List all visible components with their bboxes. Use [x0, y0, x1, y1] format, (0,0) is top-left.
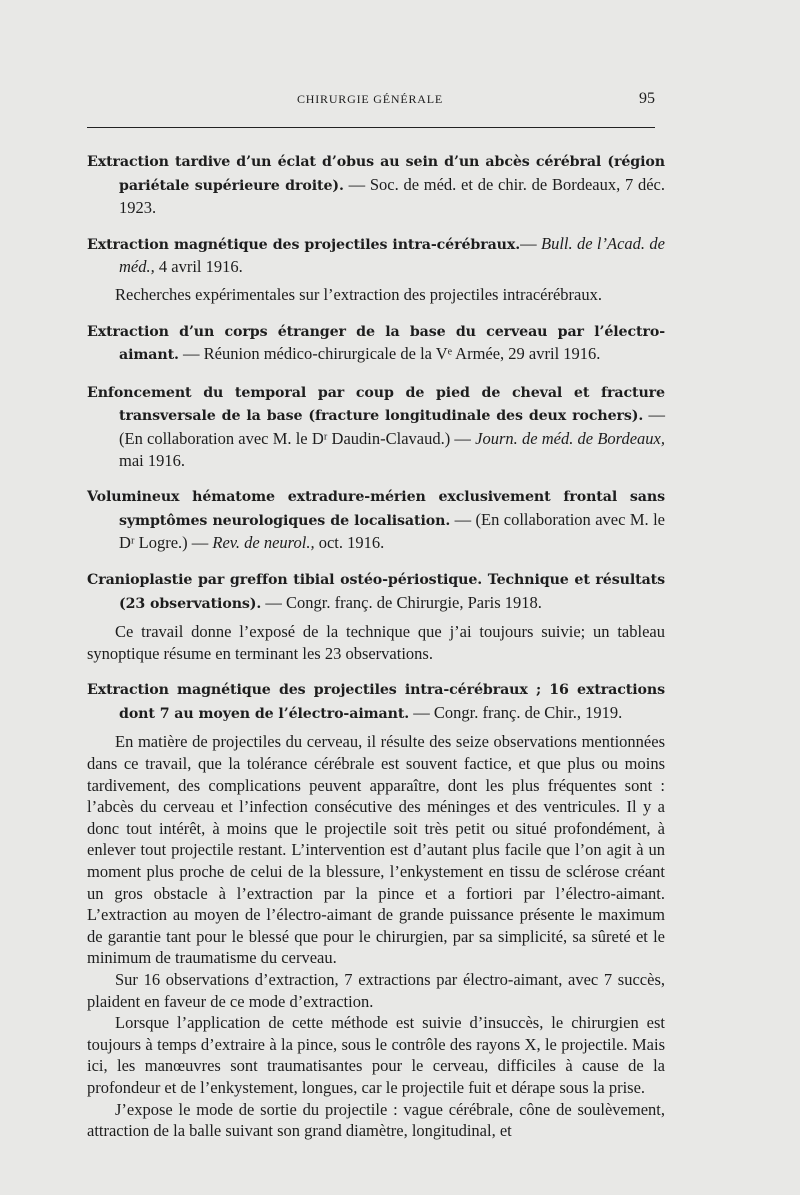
entry-title: Extraction magnétique des projectiles intra-cérébraux ; 16 extractions dont 7 au moyen de l’électro-aimant.	[87, 682, 665, 722]
bibliography-entry	[87, 678, 665, 725]
main-content	[87, 150, 665, 1142]
entry-source: — Congr. franç. de Chirurgie, Paris 1918.	[261, 592, 542, 612]
entry-title: Volumineux hématome extradure-mérien exclusivement frontal sans symptômes neurologiques de localisation.	[87, 489, 665, 529]
entry-date: oct. 1916.	[314, 533, 385, 553]
entry-source: — (En collaboration avec M. le Dʳ Daudin-Clavaud.) —	[119, 405, 666, 448]
body-paragraph: J’expose le mode de sortie du projectile : vague cérébrale, cône de soulèvement, attraction de la balle suivant son grand diamètre, longitudinal, et	[87, 1099, 665, 1141]
body-paragraph: Lorsque l’application de cette méthode est suivie d’insuccès, le chirurgien est toujours à temps d’extraire à la pince, sous le contrôle des rayons X, le projectile. Mais ici, les manœuvres sont traumatisantes pour le cerveau, difficiles à cause de la profondeur et de l’enkystement, longues, car le projectile fuit et dérape sous la prise.	[87, 1013, 665, 1097]
entry-title: Cranioplastie par greffon tibial ostéo-périostique. Technique et résultats (23 observations).	[87, 571, 665, 612]
entry-source: —	[520, 233, 541, 253]
bibliography-entry	[87, 320, 665, 367]
running-title: CHIRURGIE GÉNÉRALE	[296, 92, 444, 106]
bibliography-entry	[87, 485, 665, 554]
entry-title: Enfoncement du temporal par coup de pied de cheval et fracture transversale de la base (fracture longitudinale des deux rochers).	[87, 384, 665, 425]
entry-journal: Rev. de neurol.,	[212, 533, 315, 553]
bibliography-entry	[87, 233, 665, 278]
body-paragraph: En matière de projectiles du cerveau, il résulte des seize observations mentionnées dans ce travail, que la tolérance cérébrale est souvent factice, et que plus ou moins tardivement, des complications peuvent apparaître, dont les plus fréquentes sont : l’abcès du cerveau et l’infection consécutive des méninges et des ventricules. Il y a donc tout intérêt, à moins que le projectile soit très petit ou situé profondément, à enlever tout projectile restant. L’intervention est d’autant plus facile que l’on agit à un moment plus proche de celui de la blessure, l’enkystement en tissu de sclérose créant un gros obstacle à l’extraction par la pince et a fortiori par l’électro-aimant. L’extraction au moyen de l’électro-aimant de grande puissance présente le maximum de garantie tant pour le blessé que pour le chirurgien, par sa simplicité, sa sûreté et le minimum de traumatisme du cerveau.	[87, 732, 665, 968]
entry-title: Extraction magnétique des projectiles intra-cérébraux.	[87, 236, 521, 253]
bibliography-entry	[87, 381, 665, 471]
entry-summary: Ce travail donne l’exposé de la technique que j’ai toujours suivie; un tableau synoptique résume en terminant les 23 observations.	[87, 622, 665, 663]
body-paragraph: Sur 16 observations d’extraction, 7 extractions par électro-aimant, avec 7 succès, plaident en faveur de ce mode d’extraction.	[87, 970, 665, 1011]
entry-date: 4 avril 1916.	[154, 257, 243, 277]
entry-source: — Congr. franç. de Chir., 1919.	[409, 702, 623, 722]
entry-source: — Réunion médico-chirurgicale de la Vᵉ Armée, 29 avril 1916.	[178, 344, 601, 364]
entry-journal: Journ. de méd. de Bordeaux,	[475, 428, 665, 448]
page-number: 95	[639, 90, 655, 107]
bibliography-entry	[87, 568, 665, 615]
entry-title: Extraction tardive d’un éclat d’obus au sein d’un abcès cérébral (région pariétale supérieure droite).	[87, 154, 665, 194]
header-rule	[87, 127, 655, 128]
entry-title: Extraction d’un corps étranger de la base du cerveau par l’électro-aimant.	[87, 323, 665, 364]
entry-summary: Recherches expérimentales sur l’extraction des projectiles intracérébraux.	[115, 284, 602, 304]
entry-date: mai 1916.	[119, 450, 185, 470]
entry-source: — Soc. de méd. et de chir. de Bordeaux, 7 déc. 1923.	[119, 174, 665, 218]
bibliography-entry	[87, 150, 665, 219]
running-header	[85, 92, 655, 114]
entry-source: — (En collaboration avec M. le Dʳ Logre.) —	[119, 509, 665, 553]
entry-journal: Bull. de l’Acad. de méd.,	[119, 233, 665, 277]
